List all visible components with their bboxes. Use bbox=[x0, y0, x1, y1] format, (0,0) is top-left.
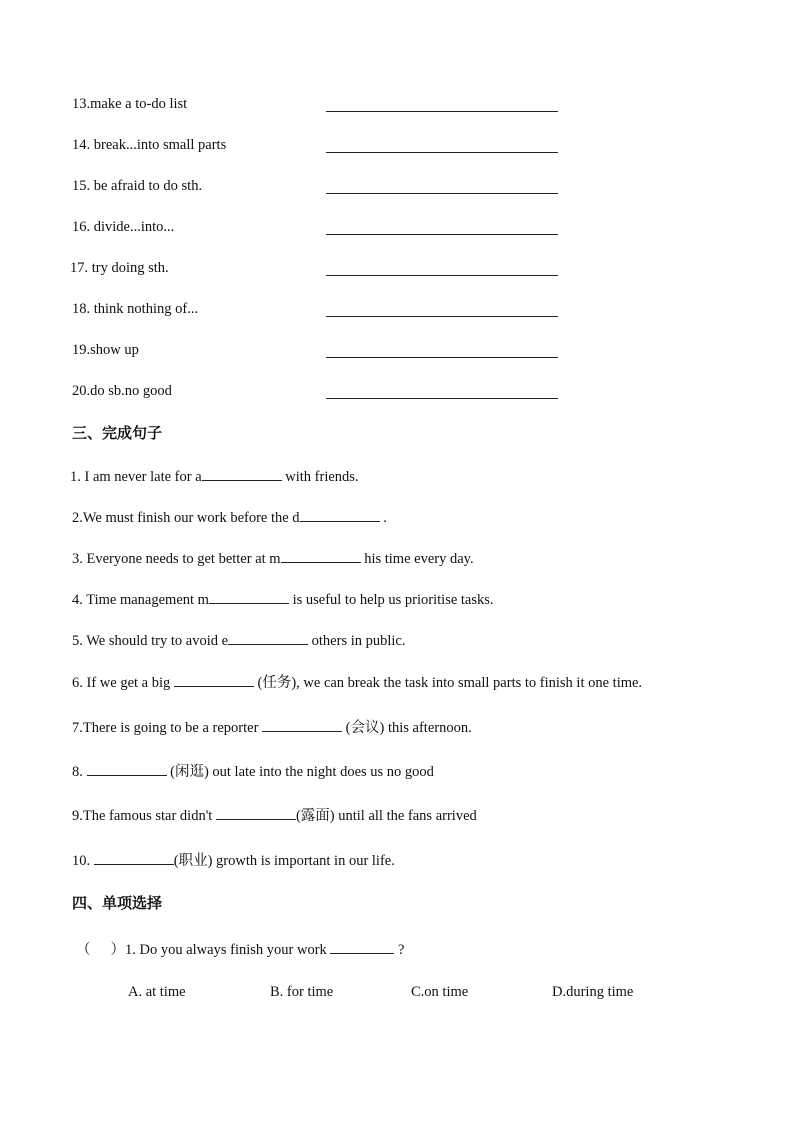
phrase-17 bbox=[70, 259, 169, 277]
phrase-label: 17. try doing sth. bbox=[70, 260, 169, 276]
option-d[interactable]: D.during time bbox=[552, 984, 634, 1000]
phrase-15-answer-line[interactable] bbox=[326, 193, 558, 194]
sentence-text: (闲逛) out late into the night does us no good bbox=[166, 764, 434, 780]
phrase-15 bbox=[72, 177, 202, 195]
answer-blank[interactable] bbox=[87, 762, 167, 776]
phrase-14-answer-line[interactable] bbox=[326, 152, 558, 153]
phrase-label: 16. divide...into... bbox=[72, 219, 175, 235]
sentence-5 bbox=[72, 631, 406, 650]
sentence-1 bbox=[70, 467, 359, 486]
sentence-text: his time every day. bbox=[360, 551, 474, 567]
answer-paren-open[interactable]: （ bbox=[76, 942, 91, 958]
sentence-2 bbox=[72, 508, 387, 527]
mc-question-1 bbox=[76, 940, 404, 959]
answer-blank[interactable] bbox=[330, 940, 394, 954]
sentence-text: others in public. bbox=[308, 633, 406, 649]
sentence-text: 3. Everyone needs to get better at m bbox=[72, 551, 281, 567]
sentence-text: (任务), we can break the task into small parts to finish it one time. bbox=[253, 675, 643, 691]
phrase-20 bbox=[72, 382, 172, 400]
answer-blank[interactable] bbox=[228, 631, 308, 645]
sentence-text: (露面) until all the fans arrived bbox=[295, 808, 477, 824]
question-text: ? bbox=[394, 942, 405, 958]
sentence-text: 2.We must finish our work before the d bbox=[72, 510, 300, 526]
phrase-label: 13.make a to-do list bbox=[72, 96, 188, 112]
phrase-19 bbox=[72, 341, 139, 359]
sentence-text: . bbox=[379, 510, 387, 526]
sentence-9 bbox=[72, 806, 477, 825]
phrase-20-answer-line[interactable] bbox=[326, 398, 558, 399]
phrase-16-answer-line[interactable] bbox=[326, 234, 558, 235]
sentence-text: 10. bbox=[72, 853, 94, 869]
option-c[interactable]: C.on time bbox=[411, 984, 469, 1000]
phrase-14 bbox=[72, 136, 226, 154]
sentence-text: 9.The famous star didn't bbox=[72, 808, 216, 824]
section-3-title: 三、完成句子 bbox=[72, 424, 163, 442]
sentence-7 bbox=[72, 718, 472, 737]
answer-blank[interactable] bbox=[174, 673, 254, 687]
sentence-text: (会议) this afternoon. bbox=[342, 720, 472, 736]
sentence-text: 5. We should try to avoid e bbox=[72, 633, 229, 649]
phrase-label: 19.show up bbox=[72, 342, 139, 358]
option-b[interactable]: B. for time bbox=[270, 984, 334, 1000]
phrase-label: 18. think nothing of... bbox=[72, 301, 199, 317]
phrase-label: 14. break...into small parts bbox=[72, 137, 227, 153]
answer-blank[interactable] bbox=[216, 806, 296, 820]
sentence-text: 6. If we get a big bbox=[72, 675, 174, 691]
question-text: 1. Do you always finish your work bbox=[125, 942, 331, 958]
phrase-13-answer-line[interactable] bbox=[326, 111, 558, 112]
option-a[interactable]: A. at time bbox=[128, 984, 186, 1000]
sentence-text: (职业) growth is important in our life. bbox=[173, 853, 395, 869]
phrase-18 bbox=[72, 300, 198, 318]
answer-blank[interactable] bbox=[94, 851, 174, 865]
sentence-6 bbox=[72, 673, 642, 692]
answer-blank[interactable] bbox=[300, 508, 380, 522]
phrase-19-answer-line[interactable] bbox=[326, 357, 558, 358]
answer-blank[interactable] bbox=[262, 718, 342, 732]
phrase-label: 20.do sb.no good bbox=[72, 383, 172, 399]
sentence-text: is useful to help us prioritise tasks. bbox=[288, 592, 494, 608]
sentence-3 bbox=[72, 549, 474, 568]
phrase-13 bbox=[72, 95, 187, 113]
sentence-text: 8. bbox=[72, 764, 87, 780]
phrase-16 bbox=[72, 218, 174, 236]
sentence-8 bbox=[72, 762, 434, 781]
phrase-18-answer-line[interactable] bbox=[326, 316, 558, 317]
sentence-text: with friends. bbox=[281, 469, 359, 485]
sentence-text: 7.There is going to be a reporter bbox=[72, 720, 263, 736]
sentence-10 bbox=[72, 851, 395, 870]
sentence-text: 4. Time management m bbox=[72, 592, 209, 608]
answer-blank[interactable] bbox=[281, 549, 361, 563]
answer-blank[interactable] bbox=[202, 467, 282, 481]
answer-blank[interactable] bbox=[209, 590, 289, 604]
section-4-title: 四、单项选择 bbox=[72, 894, 163, 912]
sentence-4 bbox=[72, 590, 494, 609]
phrase-label: 15. be afraid to do sth. bbox=[72, 178, 203, 194]
phrase-17-answer-line[interactable] bbox=[326, 275, 558, 276]
sentence-text: 1. I am never late for a bbox=[70, 469, 202, 485]
answer-paren-close[interactable]: ） bbox=[110, 942, 125, 958]
